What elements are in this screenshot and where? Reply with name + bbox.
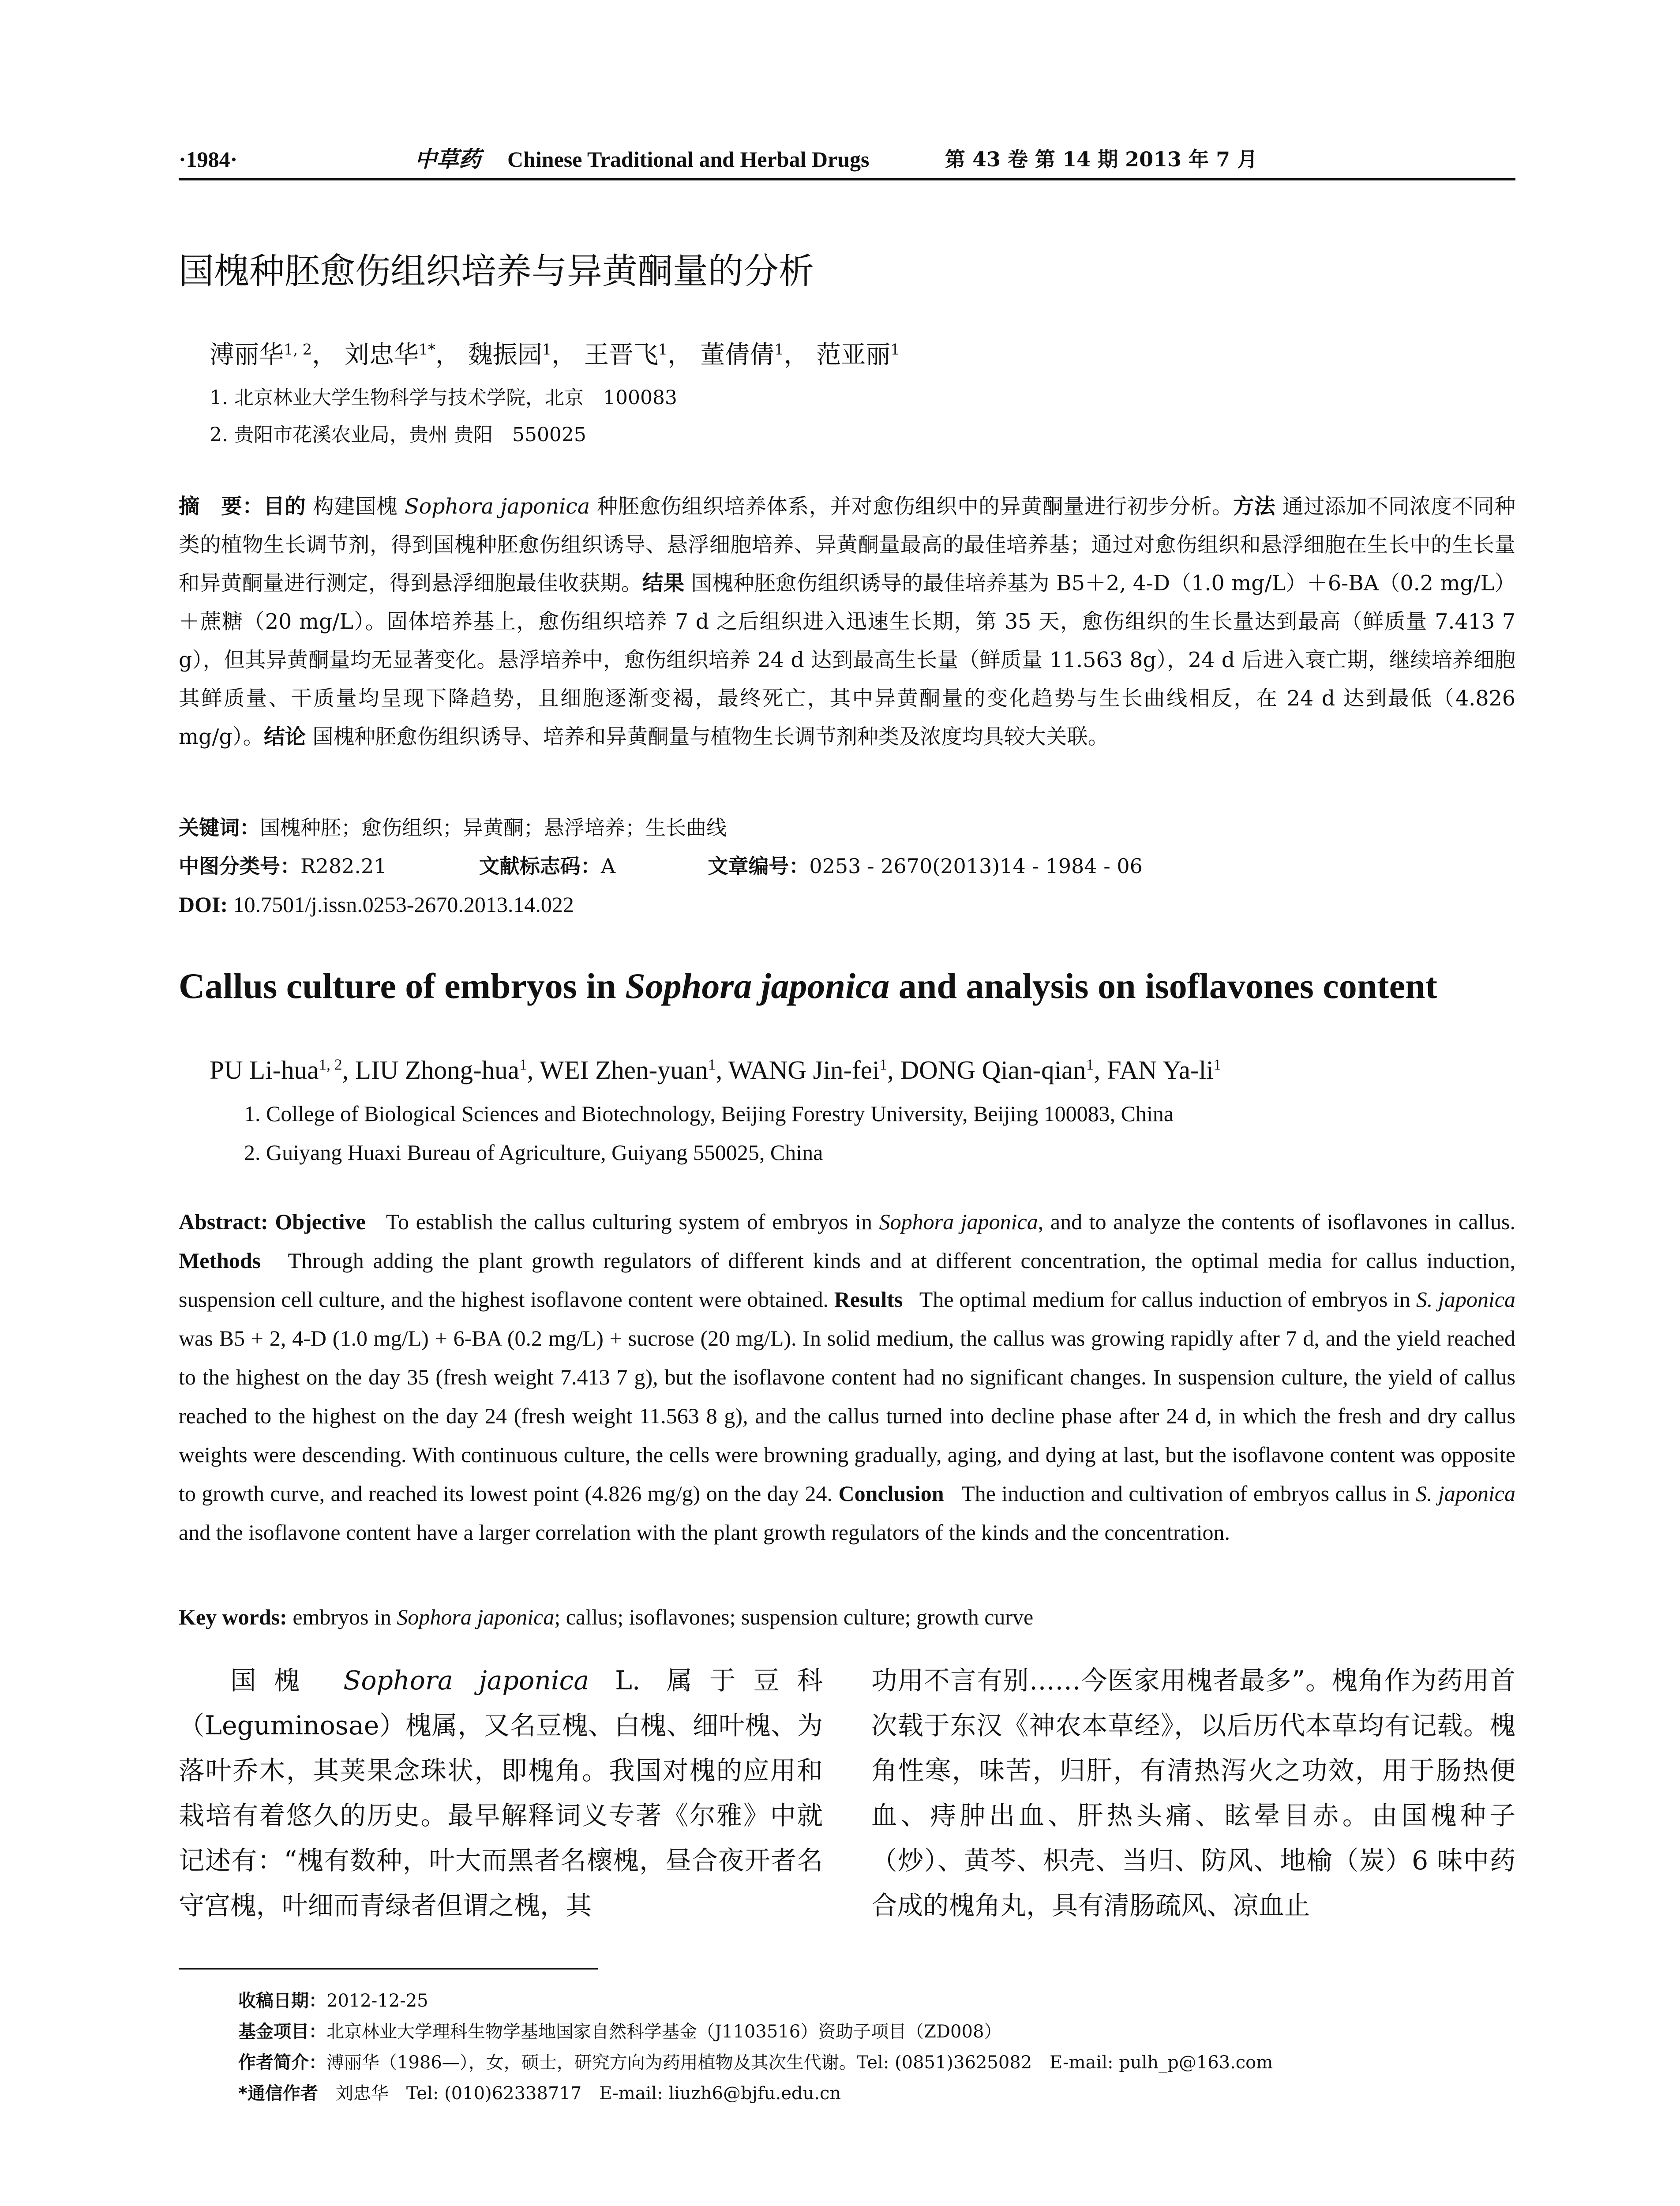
methods-text: Through adding the plant growth regulators of different kinds and at different concentration, the optimal media for callus induction, suspension cell culture, and the highest isoflavone content were obtained. <box>179 1248 1515 1312</box>
author-affiliation-mark: 1 <box>658 341 668 358</box>
running-header <box>179 140 1515 180</box>
author-separator: ， <box>668 341 693 369</box>
objective-text: , and to analyze the contents of isoflavones in callus. <box>1038 1209 1515 1234</box>
conclusion-label: 结论 <box>264 725 306 749</box>
abstract-label: 摘 要： <box>179 495 264 519</box>
keywords-text: 国槐种胚；愈伤组织；异黄酮；悬浮培养；生长曲线 <box>260 816 727 840</box>
classification-row <box>179 847 1515 885</box>
article-metadata-cn <box>179 809 1515 924</box>
doi-row <box>179 885 1515 924</box>
body-text: L. 属于豆科（Leguminosae）槐属，又名豆槐、白槐、细叶槐、为落叶乔木，其荚果念珠状，即槐角。我国对槐的应用和栽培有着悠久的历史。最早解释词义专著《尔雅》中就记述有：“槐有数种，叶大而黑者名櫰槐，昼合夜开者名守宫槐，叶细而青绿者但谓之槐，其 <box>179 1666 823 1921</box>
author-separator: , <box>1094 1055 1107 1084</box>
doc-code-value: A <box>600 854 616 878</box>
body-column-right: 功用不言有别……今医家用槐者最多”。槐角作为药用首次载于东汉《神农本草经》，以后历代本草均有记载。槐角性寒，味苦，归肝，有清热泻火之功效，用于肠热便血、痔肿出血、肝热头痛、眩晕目赤。由国槐种子（炒）、黄芩、枳壳、当归、防风、地榆（炭）6 味中药合成的槐角丸，具有清肠疏风、凉血止 <box>871 1666 1515 1921</box>
title-text: and analysis on isoflavones content <box>889 966 1437 1006</box>
doi-value: 10.7501/j.issn.0253-2670.2013.14.022 <box>233 892 574 917</box>
footnote-corresponding-author <box>238 2078 1518 2109</box>
affiliation-cn-2: 2. 贵阳市花溪农业局，贵州 贵阳 550025 <box>210 424 586 446</box>
affiliation-cn-1: 1. 北京林业大学生物科学与技术学院，北京 100083 <box>210 386 677 409</box>
affiliation-en-1: 1. College of Biological Sciences and Biotechnology, Beijing Forestry University, Beijing 100083, China <box>244 1101 1174 1126</box>
author-name: 王晋飞 <box>584 341 659 369</box>
doc-code-label: 文献标志码： <box>479 854 601 878</box>
keywords-label: Key words: <box>179 1605 287 1629</box>
author-list-cn <box>210 335 900 375</box>
journal-name-en: Chinese Traditional and Herbal Drugs <box>507 147 870 172</box>
author-affiliation-mark: 1 <box>879 1055 888 1073</box>
author-name: 董倩倩 <box>700 341 775 369</box>
objective-text: 构建国槐 <box>313 495 405 519</box>
affiliation-en-2: 2. Guiyang Huaxi Bureau of Agriculture, Guiyang 550025, China <box>244 1140 823 1165</box>
author-name: DONG Qian-qian <box>900 1055 1086 1084</box>
conclusion-text: 国槐种胚愈伤组织诱导、培养和异黄酮量与植物生长调节剂种类及浓度均具较大关联。 <box>312 725 1109 749</box>
author-separator: , <box>342 1055 356 1084</box>
author-affiliation-mark: 1, 2 <box>284 341 312 358</box>
footnote-funding <box>238 2016 1518 2047</box>
author-separator: , <box>887 1055 900 1084</box>
author-separator: ， <box>784 341 809 369</box>
body-column-left <box>179 1658 823 1928</box>
footnote-received <box>238 1985 1518 2016</box>
author-affiliation-mark: 1 <box>890 341 900 358</box>
methods-label: 方法 <box>1233 495 1276 519</box>
author-separator: ， <box>551 341 577 369</box>
species-name: Sophora japonica <box>397 1605 555 1629</box>
objective-label: Objective <box>275 1209 366 1234</box>
keywords-text: embryos in <box>287 1605 397 1629</box>
results-label: 结果 <box>642 571 685 596</box>
conclusion-label: Conclusion <box>838 1481 944 1506</box>
footnotes <box>238 1985 1518 2109</box>
species-name: S. japonica <box>1416 1287 1516 1312</box>
body-text: 国槐 <box>230 1666 344 1696</box>
author-affiliation-mark: 1* <box>418 341 436 358</box>
author-name: PU Li-hua <box>210 1055 319 1084</box>
keywords-row-en <box>179 1598 1515 1636</box>
author-affiliation-mark: 1 <box>774 341 784 358</box>
footnote-label: 作者简介： <box>238 2052 326 2073</box>
author-affiliation-mark: 1, 2 <box>319 1055 342 1073</box>
author-name: 刘忠华 <box>344 341 419 369</box>
objective-text: 种胚愈伤组织培养体系，并对愈伤组织中的异黄酮量进行初步分析。 <box>590 495 1233 519</box>
clc-label: 中图分类号： <box>179 854 300 878</box>
footnote-label: 收稿日期： <box>238 1991 326 2011</box>
footnote-text: 溥丽华（1986—），女，硕士，研究方向为药用植物及其次生代谢。Tel: (0851)3625082 E-mail: pulh_p@163.com <box>326 2052 1273 2073</box>
keywords-text: ; callus; isoflavones; suspension culture; growth curve <box>554 1605 1034 1629</box>
keywords-label: 关键词： <box>179 816 260 840</box>
author-affiliation-mark: 1 <box>542 341 552 358</box>
author-affiliation-mark: 1 <box>708 1055 716 1073</box>
article-title-cn: 国槐种胚愈伤组织培养与异黄酮量的分析 <box>179 251 814 292</box>
results-text: 国槐种胚愈伤组织诱导的最佳培养基为 B5＋2, 4-D（1.0 mg/L）＋6-BA（0.2 mg/L）＋蔗糖（20 mg/L）。固体培养基上，愈伤组织培养 7 d 之后组织进入迅速生长期，第 35 天，愈伤组织的生长量达到最高（鲜质量 7.413 7 g），但其异黄酮量均无显著变化。悬浮培养中，愈伤组织培养 24 d 达到最高生长量（鲜质量 11.563 8g），24 d 后进入衰亡期，继续培养细胞其鲜质量、干质量均呈现下降趋势，且细胞逐渐变褐，最终死亡，其中异黄酮量的变化趋势与生长曲线相反，在 24 d 达到最低（4.826 mg/g）。 <box>179 571 1516 749</box>
conclusion-text: The induction and cultivation of embryos callus in <box>961 1481 1416 1506</box>
author-name: 魏振园 <box>468 341 542 369</box>
results-label: Results <box>834 1287 903 1312</box>
title-text: Callus culture of embryos in <box>179 966 626 1006</box>
species-name: Sophora japonica <box>879 1209 1038 1234</box>
author-affiliation-mark: 1 <box>1213 1055 1222 1073</box>
footnote-divider <box>179 1968 598 1970</box>
conclusion-text: and the isoflavone content have a larger correlation with the plant growth regulators of the kinds and the concentration. <box>179 1520 1230 1545</box>
footnote-text: 刘忠华 Tel: (010)62338717 E-mail: liuzh6@bjfu.edu.cn <box>318 2083 841 2104</box>
author-affiliation-mark: 1 <box>1086 1055 1094 1073</box>
species-name: S. japonica <box>1416 1481 1515 1506</box>
methods-label: Methods <box>179 1248 261 1273</box>
journal-name-cn: 中草药 <box>415 146 481 172</box>
author-separator: ， <box>435 341 461 369</box>
author-name: LIU Zhong-hua <box>355 1055 519 1084</box>
journal-issue: 第 43 卷 第 14 期 2013 年 7 月 <box>945 147 1258 171</box>
species-name: Sophora japonica <box>405 495 590 519</box>
author-separator: , <box>716 1055 728 1084</box>
author-name: 溥丽华 <box>210 341 284 369</box>
page-number: ·1984· <box>179 147 238 172</box>
article-number-label: 文章编号： <box>708 854 810 878</box>
keywords-row-cn <box>179 809 1515 847</box>
objective-label: 目的 <box>263 495 306 519</box>
abstract-label: Abstract: <box>179 1209 268 1234</box>
article-title-en <box>179 957 1515 1015</box>
author-name: WEI Zhen-yuan <box>540 1055 708 1084</box>
author-list-en <box>210 1048 1221 1092</box>
doi-label: DOI: <box>179 892 228 917</box>
results-text: was B5 + 2, 4-D (1.0 mg/L) + 6-BA (0.2 mg/L) + sucrose (20 mg/L). In solid medium, the callus was growing rapidly after 7 d, and the yield reached to the highest on the day 35 (fresh weight 7.413 7 g), but the isoflavone content had no significant changes. In suspension culture, the yield of callus reached to the highest on the day 24 (fresh weight 11.563 8 g), and the callus turned into decline phase after 24 d, in which the fresh and dry callus weights were descending. With continuous culture, the cells were browning gradually, aging, and dying at last, but the isoflavone content was opposite to growth curve, and reached its lowest point (4.826 mg/g) on the day 24. <box>179 1326 1515 1506</box>
article-number-value: 0253 - 2670(2013)14 - 1984 - 06 <box>809 854 1143 878</box>
species-name: Sophora japonica <box>343 1666 589 1696</box>
footnote-text: 2012-12-25 <box>326 1991 428 2011</box>
footnote-label: *通信作者 <box>238 2083 318 2104</box>
author-separator: ， <box>312 341 337 369</box>
clc-value: R282.21 <box>300 854 387 878</box>
author-affiliation-mark: 1 <box>519 1055 527 1073</box>
author-separator: , <box>527 1055 540 1084</box>
footnote-text: 北京林业大学理科生物学基地国家自然科学基金（J1103516）资助子项目（ZD008） <box>326 2022 1002 2042</box>
footnote-label: 基金项目： <box>238 2022 326 2042</box>
author-name: 范亚丽 <box>816 341 891 369</box>
methods-text: 通过添加不同浓度不同种类的植物生长调节剂，得到国槐种胚愈伤组织诱导、悬浮细胞培养、异黄酮量最高的最佳培养基；通过对愈伤组织和悬浮细胞在生长中的生长量和异黄酮量进行测定，得到悬浮细胞最佳收获期。 <box>179 495 1515 596</box>
author-name: FAN Ya-li <box>1106 1055 1214 1084</box>
author-name: WANG Jin-fei <box>728 1055 880 1084</box>
objective-text: To establish the callus culturing system of embryos in <box>386 1209 879 1234</box>
results-text: The optimal medium for callus induction of embryos in <box>919 1287 1416 1312</box>
species-name: Sophora japonica <box>625 966 890 1006</box>
footnote-author-bio <box>238 2047 1518 2078</box>
abstract-cn <box>179 488 1515 756</box>
abstract-en <box>179 1202 1515 1552</box>
